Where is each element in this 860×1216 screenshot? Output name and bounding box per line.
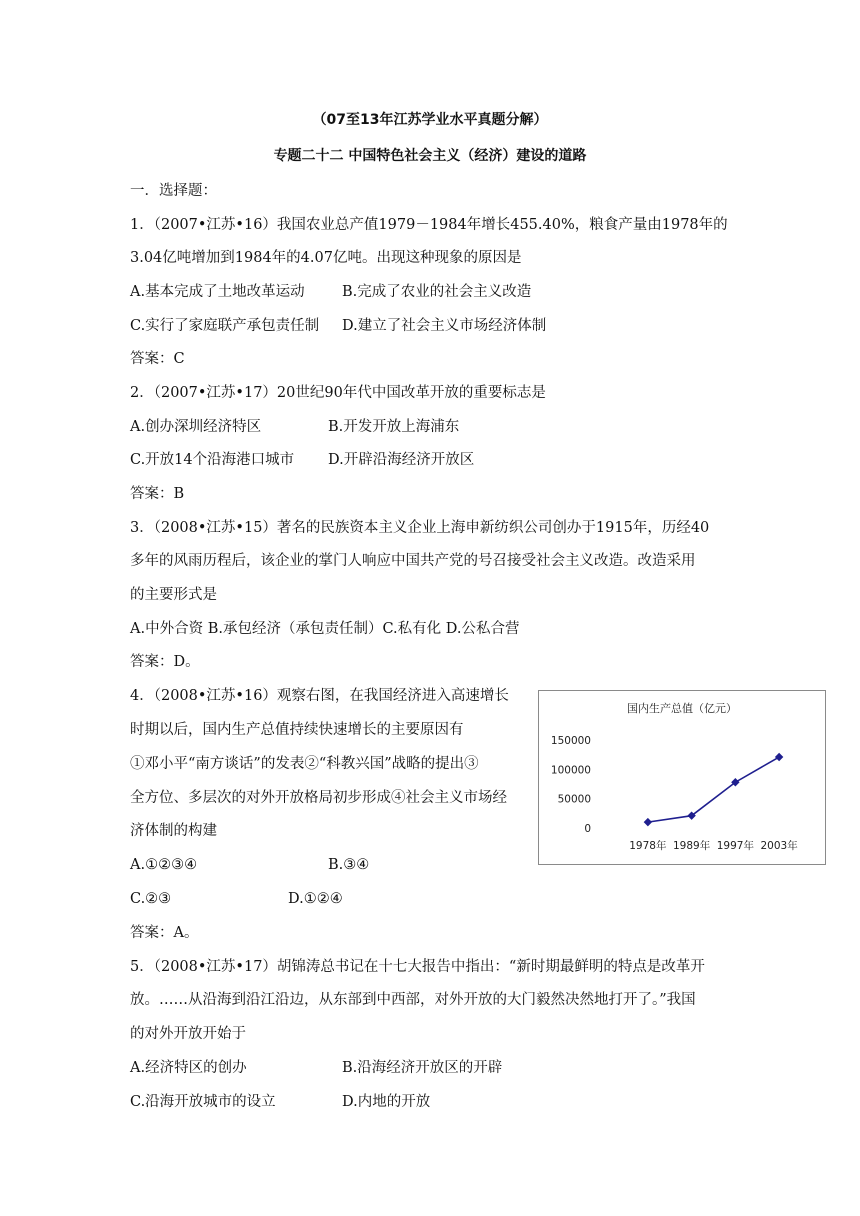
data-point-marker: [644, 819, 651, 826]
q1-option-a: A.基本完成了土地改革运动: [130, 284, 305, 300]
data-point-marker: [776, 754, 783, 761]
q4-answer: 答案：A。: [130, 925, 199, 941]
q1-option-d: D.建立了社会主义市场经济体制: [342, 318, 547, 334]
y-tick-label: 0: [584, 823, 591, 835]
q4-stem-line2: 时期以后，国内生产总值持续快速增长的主要原因有: [130, 722, 464, 738]
page-title: 专题二十二 中国特色社会主义（经济）建设的道路: [273, 148, 587, 164]
q5-option-b: B.沿海经济开放区的开辟: [342, 1060, 503, 1076]
q5-option-d: D.内地的开放: [342, 1094, 431, 1110]
series-line: [648, 757, 779, 822]
q4-stem-line5: 济体制的构建: [130, 823, 217, 839]
q2-stem-line1: 2．（2007•江苏•17）20世纪90年代中国改革开放的重要标志是: [130, 385, 546, 401]
q4-option-b: B.③④: [328, 857, 370, 873]
q3-stem-line1: 3．（2008•江苏•15）著名的民族资本主义企业上海申新纺织公司创办于1915年，历经40: [130, 520, 710, 536]
q4-option-d: D.①②④: [288, 891, 343, 907]
q5-stem-line2: 放。……从沿海到沿江沿边，从东部到中西部，对外开放的大门毅然决然地打开了。”我国: [130, 992, 696, 1008]
y-tick-label: 150000: [550, 735, 591, 747]
q1-stem-line2: 3.04亿吨增加到1984年的4.07亿吨。出现这种现象的原因是: [130, 250, 522, 266]
x-tick-label: 1997年: [716, 840, 754, 852]
q3-stem-line3: 的主要形式是: [130, 587, 217, 603]
q4-stem-line4: 全方位、多层次的对外开放格局初步形成④社会主义市场经: [130, 790, 507, 806]
section-heading: 一．选择题：: [130, 183, 217, 199]
q2-option-b: B.开发开放上海浦东: [328, 419, 460, 435]
q3-options: A.中外合资 B.承包经济（承包责任制）C.私有化 D.公私合营: [130, 621, 520, 637]
gdp-chart: [538, 690, 826, 865]
q5-stem-line1: 5．（2008•江苏•17）胡锦涛总书记在十七大报告中指出：“新时期最鲜明的特点是改革开: [130, 959, 705, 975]
x-tick-label: 1978年: [629, 840, 667, 852]
q3-answer: 答案：D。: [130, 654, 200, 670]
y-tick-label: 100000: [550, 764, 591, 777]
q5-option-a: A.经济特区的创办: [130, 1060, 247, 1076]
q2-option-d: D.开辟沿海经济开放区: [328, 452, 475, 468]
q2-option-c: C.开放14个沿海港口城市: [130, 452, 295, 468]
q4-option-a: A.①②③④: [130, 857, 198, 873]
q3-stem-line2: 多年的风雨历程后，该企业的掌门人响应中国共产党的号召接受社会主义改造。改造采用: [130, 553, 696, 569]
q4-stem-line1: 4．（2008•江苏•16）观察右图，在我国经济进入高速增长: [130, 688, 509, 704]
x-tick-label: 1989年: [673, 840, 711, 852]
q5-stem-line3: 的对外开放开始于: [130, 1026, 246, 1042]
q2-answer: 答案：B: [130, 486, 185, 502]
q1-option-b: B.完成了农业的社会主义改造: [342, 284, 532, 300]
gdp-chart-svg: [539, 691, 825, 864]
q4-option-c: C.②③: [130, 891, 172, 907]
chart-title: 国内生产总值（亿元）: [627, 702, 737, 715]
q1-option-c: C.实行了家庭联产承包责任制: [130, 318, 320, 334]
y-tick-label: 50000: [557, 793, 591, 806]
q1-stem-line1: 1．（2007•江苏•16）我国农业总产值1979－1984年增长455.40%，粮食产量由1978年的: [130, 217, 728, 233]
q1-answer: 答案：C: [130, 351, 185, 367]
q5-option-c: C.沿海开放城市的设立: [130, 1094, 276, 1110]
q2-option-a: A.创办深圳经济特区: [130, 419, 262, 435]
q4-stem-line3: ①邓小平“南方谈话”的发表②“科教兴国”战略的提出③: [130, 756, 479, 772]
page-subtitle: （07至13年江苏学业水平真题分解）: [312, 112, 548, 128]
x-tick-label: 2003年: [760, 840, 798, 852]
